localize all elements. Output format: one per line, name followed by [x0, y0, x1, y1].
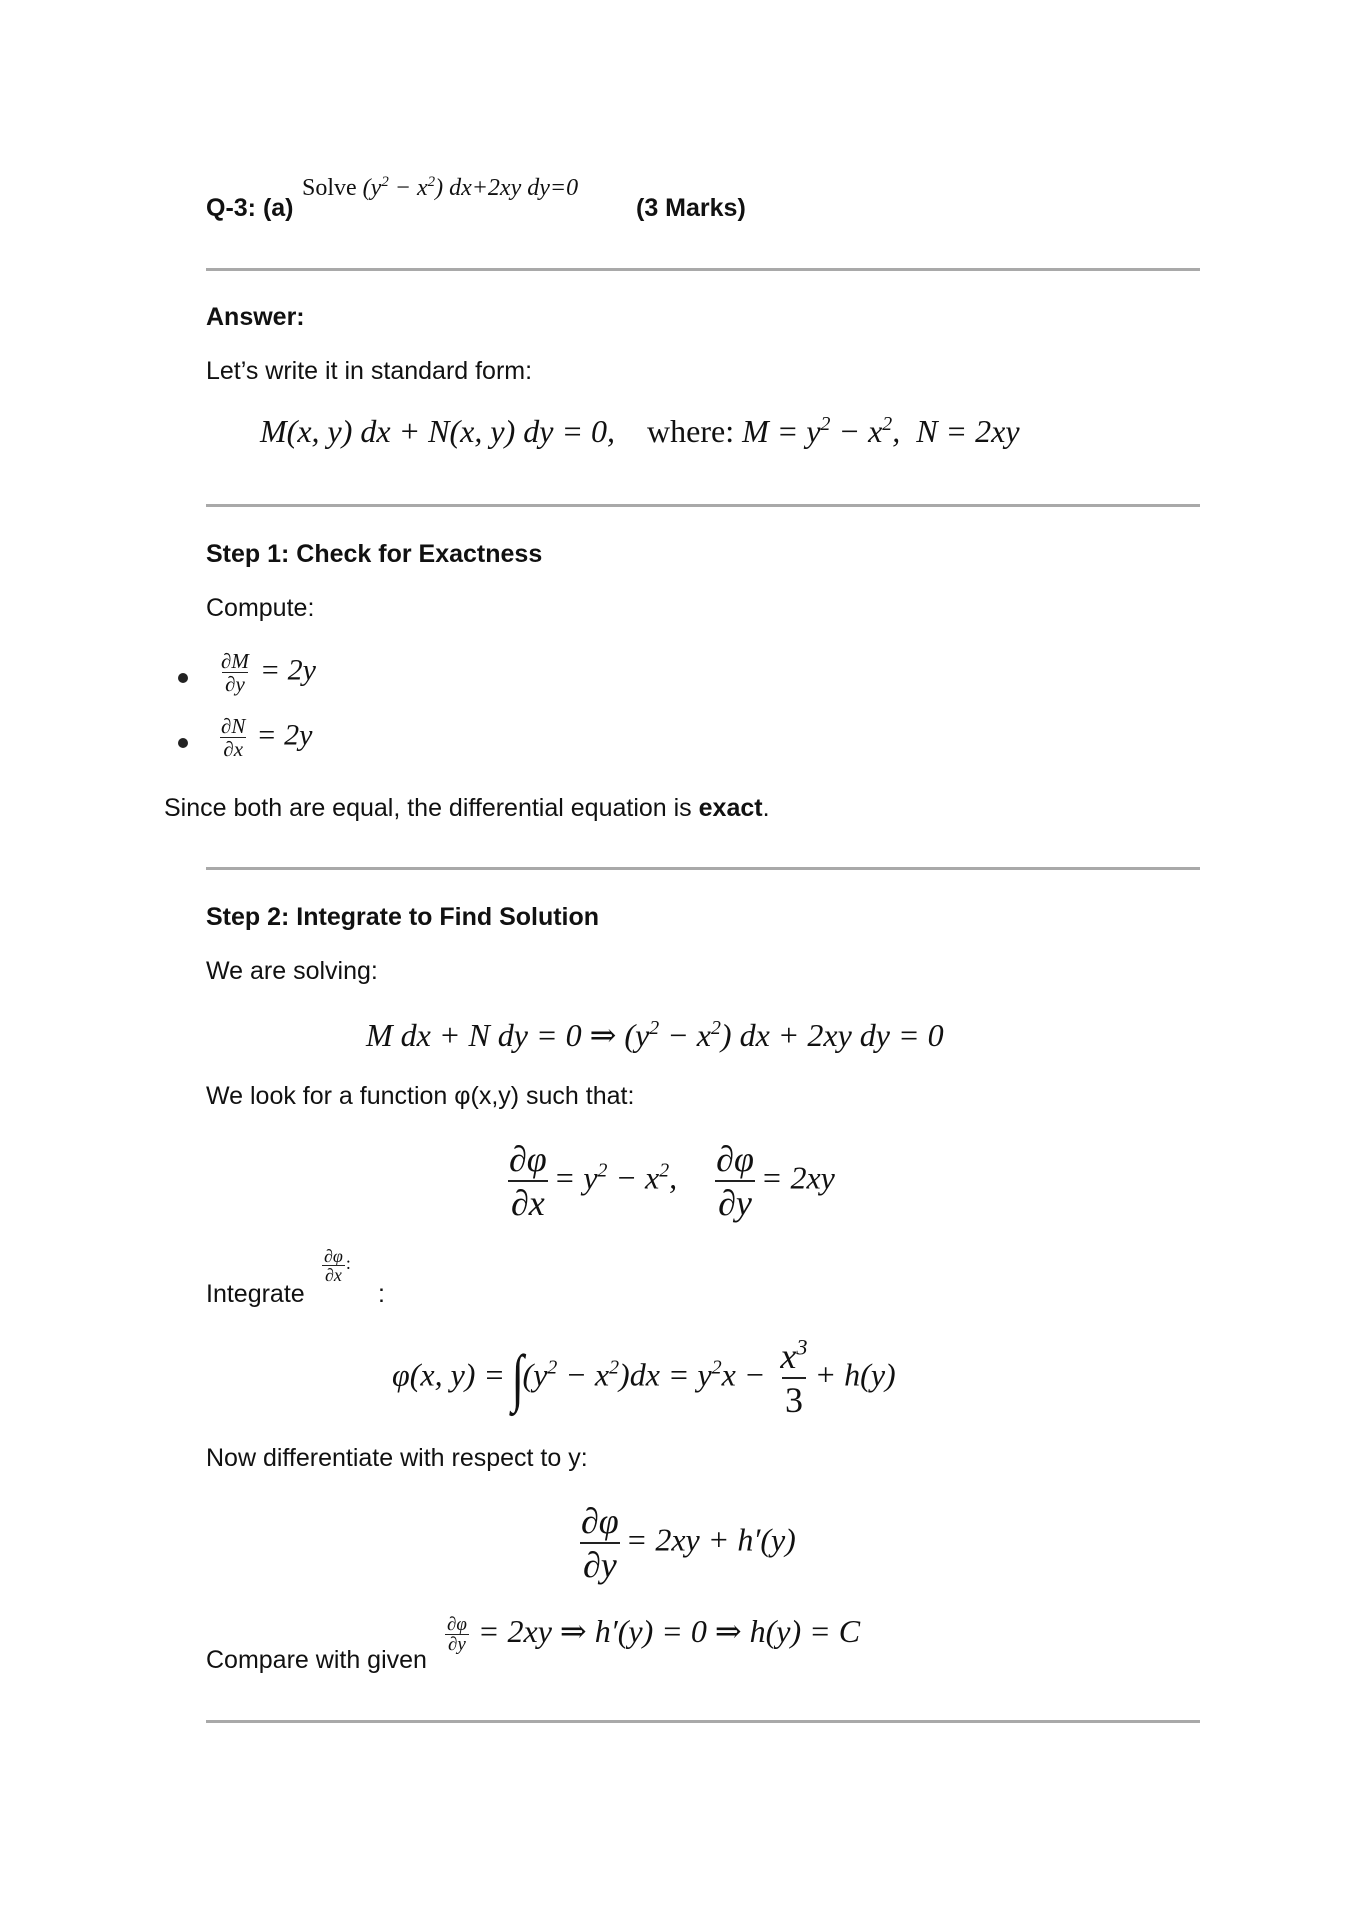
- partials-equation: $\frac{\partial\varphi}{\partial x}$ = $y^2 - x^2$, $\frac{\partial\varphi}{\partial y}$ = 2xy: [509, 1139, 835, 1223]
- answer-heading: Answer:: [206, 303, 305, 331]
- problem-statement: [302, 174, 578, 202]
- differentiate-text: Now differentiate with respect to y:: [206, 1444, 588, 1472]
- step2-heading: Step 2: Integrate to Find Solution: [206, 903, 600, 931]
- bullet: [178, 738, 188, 748]
- integrate-label: Integrate: [206, 1280, 305, 1308]
- question-label: Q-3: (a): [206, 194, 294, 222]
- solving-label: We are solving:: [206, 957, 378, 985]
- compare-equation: $\frac{\partial\varphi}{\partial y}$ = 2xy ⇒ h′(y) = 0 ⇒ h(y) = C: [447, 1613, 861, 1656]
- integrate-colon: :: [378, 1280, 385, 1308]
- compare-label: Compare with given: [206, 1646, 427, 1674]
- exactness-conclusion: Since both are equal, the differential equation is exact.: [164, 794, 770, 822]
- divider: [206, 504, 1200, 507]
- integral-equation: φ(x, $y) = \int(y^2 - x^2)dx = y^2x$ − $\frac{x^3}{3}$ + h(y): [392, 1334, 896, 1420]
- integrate-fraction: $\frac{\partial\varphi}{\partial x}$ :: [321, 1247, 351, 1284]
- bullet: [178, 673, 188, 683]
- intro-text: Let’s write it in standard form:: [206, 357, 533, 385]
- marks-label: (3 Marks): [636, 194, 746, 222]
- function-text: We look for a function φ(x,y) such that:: [206, 1082, 635, 1110]
- divider: [206, 867, 1200, 870]
- standard-form-equation: M(x, y) dx + N(x, y) dy = 0, where: $M = y^2 - x^2$, N = 2xy: [260, 413, 1020, 449]
- compute-label: Compute:: [206, 594, 315, 622]
- divider: [206, 268, 1200, 271]
- step1-heading: Step 1: Check for Exactness: [206, 540, 543, 568]
- divider: [206, 1720, 1200, 1723]
- dn-dx-equation: $\frac{\partial N}{\partial x}$ = 2y: [221, 714, 313, 761]
- exact-keyword: exact: [698, 794, 763, 822]
- dm-dy-equation: $\frac{\partial M}{\partial y}$ = 2y: [221, 649, 316, 696]
- derivative-equation: $\frac{\partial\varphi}{\partial y}$ = 2xy + h′(y): [581, 1501, 796, 1585]
- solving-equation: M dx + N dy = 0 ⇒ $(y^2 - x^2)$ dx + 2xy dy = 0: [366, 1017, 944, 1053]
- problem-equation: Solve $(y^2 - x^2)$ dx+2xy dy=0: [302, 174, 579, 201]
